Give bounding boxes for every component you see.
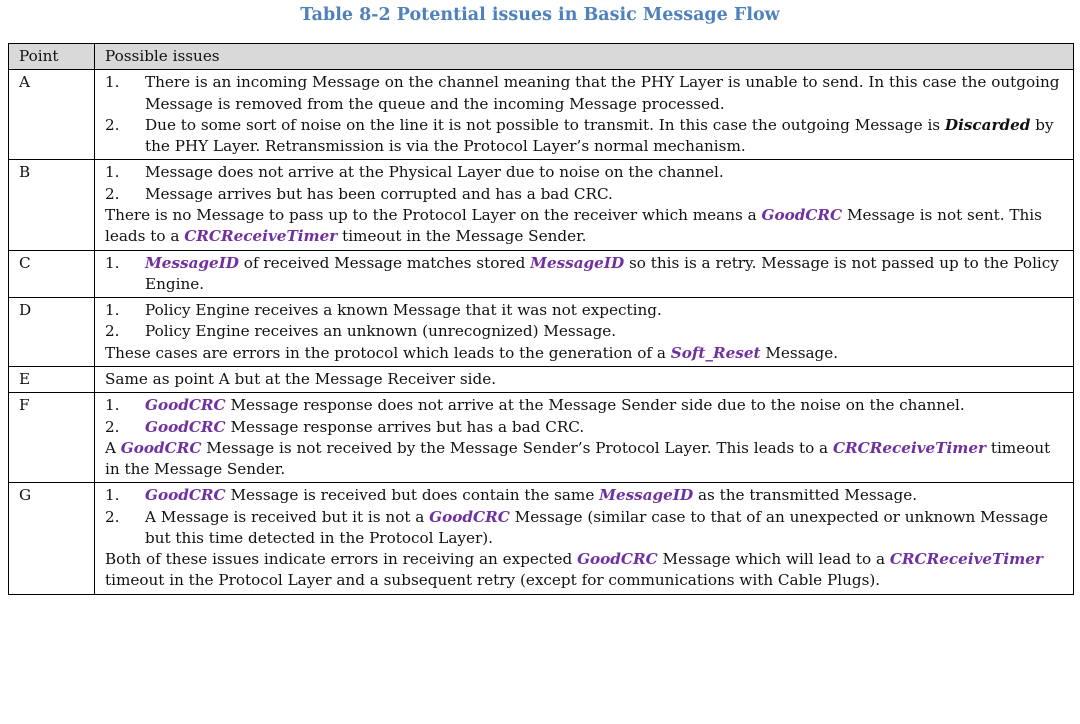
issues-cell bbox=[95, 393, 1074, 483]
table-header-row bbox=[9, 44, 1074, 70]
term-crcreceivetimer: CRCReceiveTimer bbox=[184, 227, 338, 246]
item-text: Due to some sort of noise on the line it is not possible to transmit. In this case the outgoing Message is Discarded by the PHY Layer. Retransmission is via the Protocol Layer’s normal mechanism. bbox=[145, 115, 1054, 156]
table-row-d bbox=[9, 298, 1074, 367]
item-number: 1. bbox=[105, 396, 120, 415]
issue-list bbox=[105, 485, 1065, 549]
point-cell: F bbox=[9, 393, 95, 483]
table-row-e bbox=[9, 366, 1074, 392]
issues-cell bbox=[95, 70, 1074, 160]
issues-cell bbox=[95, 250, 1074, 298]
item-text: MessageID of received Message matches stored MessageID so this is a retry. Message is not passed up to the Policy Engine. bbox=[145, 253, 1059, 293]
term-goodcrc: GoodCRC bbox=[145, 417, 226, 436]
item-text: Message does not arrive at the Physical Layer due to noise on the channel. bbox=[145, 163, 724, 182]
table-row-b bbox=[9, 160, 1074, 250]
list-item bbox=[105, 115, 1065, 158]
term-goodcrc: GoodCRC bbox=[577, 550, 658, 569]
list-item bbox=[105, 321, 1065, 342]
point-cell: B bbox=[9, 160, 95, 250]
list-item bbox=[105, 507, 1065, 550]
point-cell: D bbox=[9, 298, 95, 367]
row-note: These cases are errors in the protocol which leads to the generation of a Soft_Reset Message. bbox=[105, 343, 839, 362]
issue-list bbox=[105, 72, 1065, 157]
item-text: There is an incoming Message on the channel meaning that the PHY Layer is unable to send. In this case the outgoing Message is removed from the queue and the incoming Message processed. bbox=[145, 73, 1060, 113]
issue-list bbox=[105, 162, 1065, 205]
term-goodcrc: GoodCRC bbox=[145, 396, 226, 415]
item-number: 1. bbox=[105, 253, 120, 272]
issues-cell bbox=[95, 160, 1074, 250]
item-number: 2. bbox=[105, 417, 120, 436]
term-goodcrc: GoodCRC bbox=[120, 438, 202, 457]
term-goodcrc: GoodCRC bbox=[429, 507, 510, 526]
term-goodcrc: GoodCRC bbox=[145, 486, 226, 505]
item-text: Message arrives but has been corrupted and has a bad CRC. bbox=[145, 184, 613, 203]
point-cell: G bbox=[9, 483, 95, 594]
item-number: 1. bbox=[105, 73, 120, 92]
issue-list bbox=[105, 300, 1065, 343]
row-note: A GoodCRC Message is not received by the Message Sender’s Protocol Layer. This leads to a CRCReceiveTimer timeout in the Message Sender. bbox=[105, 438, 1051, 479]
item-text: A Message is received but it is not a GoodCRC Message (similar case to that of an unexpected or unknown Message but this time detected in the Protocol Layer). bbox=[145, 507, 1048, 547]
point-cell: C bbox=[9, 250, 95, 298]
issues-table bbox=[8, 43, 1074, 595]
term-discarded: Discarded bbox=[944, 115, 1031, 134]
item-number: 1. bbox=[105, 163, 120, 182]
point-cell: E bbox=[9, 366, 95, 392]
issue-list bbox=[105, 253, 1065, 296]
issues-cell: Same as point A but at the Message Receiver side. bbox=[95, 366, 1074, 392]
term-messageid: MessageID bbox=[145, 253, 239, 272]
table-row-a bbox=[9, 70, 1074, 160]
row-note: There is no Message to pass up to the Protocol Layer on the receiver which means a GoodCRC Message is not sent. This leads to a CRCReceiveTimer timeout in the Message Sender. bbox=[105, 205, 1042, 246]
list-item bbox=[105, 395, 1065, 416]
term-crcreceivetimer: CRCReceiveTimer bbox=[832, 438, 987, 457]
item-number: 1. bbox=[105, 486, 120, 505]
list-item bbox=[105, 184, 1065, 205]
list-item bbox=[105, 72, 1065, 115]
item-text: GoodCRC Message response does not arrive at the Message Sender side due to the noise on the channel. bbox=[145, 396, 965, 415]
list-item bbox=[105, 485, 1065, 506]
table-row-g bbox=[9, 483, 1074, 594]
term-messageid: MessageID bbox=[599, 486, 694, 505]
item-number: 1. bbox=[105, 301, 120, 320]
table-row-f bbox=[9, 393, 1074, 483]
issue-list bbox=[105, 395, 1065, 438]
row-note: Both of these issues indicate errors in receiving an expected GoodCRC Message which will lead to a CRCReceiveTimer timeout in the Protocol Layer and a subsequent retry (except for communications with Cable Plugs). bbox=[105, 550, 1043, 590]
list-item bbox=[105, 417, 1065, 438]
item-number: 2. bbox=[105, 184, 120, 203]
item-text: GoodCRC Message is received but does contain the same MessageID as the transmitted Message. bbox=[145, 486, 918, 505]
table-caption: Table 8-2 Potential issues in Basic Message Flow bbox=[300, 5, 780, 25]
list-item bbox=[105, 300, 1065, 321]
item-number: 2. bbox=[105, 115, 120, 134]
item-number: 2. bbox=[105, 322, 120, 341]
term-goodcrc: GoodCRC bbox=[761, 205, 843, 224]
item-text: Policy Engine receives an unknown (unrecognized) Message. bbox=[145, 322, 617, 341]
issues-cell bbox=[95, 483, 1074, 594]
item-number: 2. bbox=[105, 507, 120, 526]
term-crcreceivetimer: CRCReceiveTimer bbox=[889, 550, 1043, 569]
item-text: GoodCRC Message response arrives but has a bad CRC. bbox=[145, 417, 585, 436]
issues-cell bbox=[95, 298, 1074, 367]
list-item bbox=[105, 162, 1065, 183]
item-text: Policy Engine receives a known Message that it was not expecting. bbox=[145, 301, 662, 320]
table-row-c bbox=[9, 250, 1074, 298]
header-point: Point bbox=[9, 44, 95, 70]
term-soft-reset: Soft_Reset bbox=[670, 343, 761, 362]
point-cell: A bbox=[9, 70, 95, 160]
list-item bbox=[105, 253, 1065, 296]
header-possible-issues: Possible issues bbox=[95, 44, 1074, 70]
term-messageid: MessageID bbox=[530, 253, 625, 272]
